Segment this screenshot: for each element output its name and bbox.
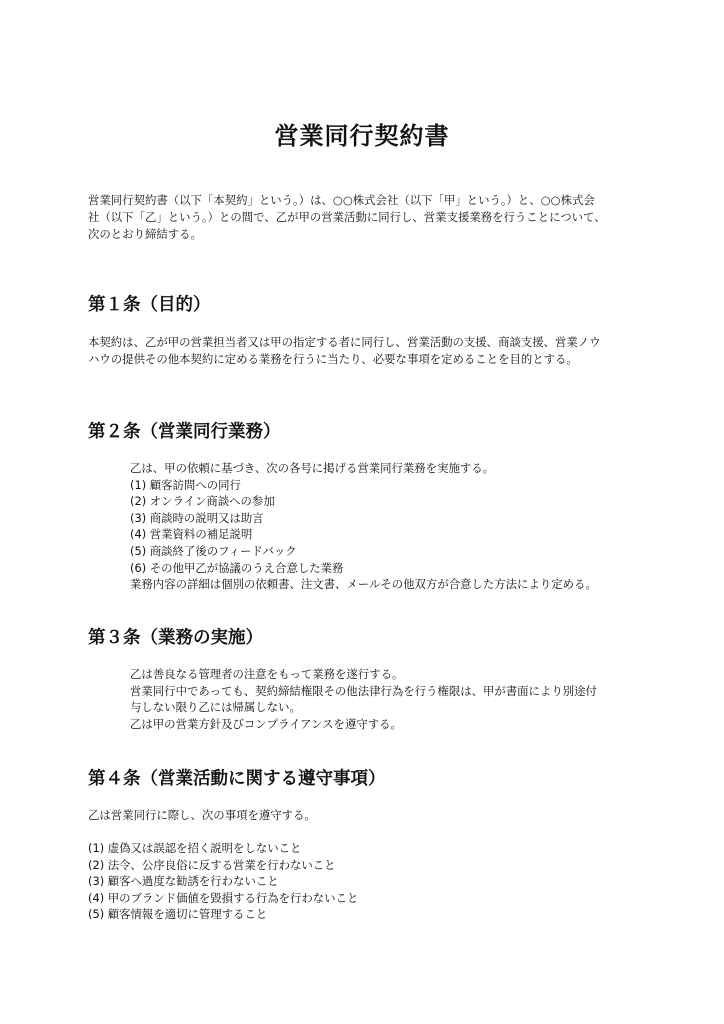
article-4-heading: 第４条（営業活動に関する遵守事項） (88, 769, 386, 789)
article-3-line: 与しない限り乙には帰属しない。 (130, 700, 301, 715)
article-4-item: (3) 顧客へ過度な勧誘を行わないこと (88, 874, 279, 889)
article-2-body (130, 460, 597, 593)
article-2-heading: 第２条（営業同行業務） (88, 422, 281, 442)
article-3-line: 営業同行中であっても、契約締結権限その他法律行為を行う権限は、甲が書面により別途付 (130, 683, 597, 698)
intro-line: 次のとおり締結する。 (88, 227, 202, 241)
article-2-item: (6) その他甲乙が協議のうえ合意した業務 (130, 560, 344, 575)
article-2-item: (4) 営業資料の補足説明 (130, 527, 253, 542)
article-2-item: (1) 顧客訪問への同行 (130, 477, 241, 492)
article-4-intro-block (88, 807, 316, 824)
article-4-intro: 乙は営業同行に際し、次の事項を遵守する。 (88, 808, 316, 822)
article-4-item: (5) 顧客情報を適切に管理すること (88, 907, 268, 922)
article-2-line: 業務内容の詳細は個別の依頼書、注文書、メールその他双方が合意した方法により定める。 (130, 577, 597, 592)
article-1-heading: 第１条（目的） (88, 295, 211, 315)
article-1-line: ハウの提供その他本契約に定める業務を行うに当たり、必要な事項を定めることを目的とする。 (88, 352, 578, 366)
article-3-line: 乙は善良なる管理者の注意をもって業務を遂行する。 (130, 667, 404, 681)
intro-line: 社（以下「乙」という。）との間で、乙が甲の営業活動に同行し、営業支援業務を行うことについて、 (88, 210, 606, 224)
article-3-line: 乙は甲の営業方針及びコンプライアンスを遵守する。 (130, 716, 402, 731)
article-4-item: (2) 法令、公序良俗に反する営業を行わないこと (88, 857, 336, 872)
article-2-item: (3) 商談時の説明又は助言 (130, 510, 264, 525)
intro-paragraph (88, 192, 648, 243)
article-2-item: (5) 商談終了後のフィードバック (130, 543, 297, 558)
article-1-line: 本契約は、乙が甲の営業担当者又は甲の指定する者に同行し、営業活動の支援、商談支援、営業ノウ (88, 335, 601, 349)
article-3-body (130, 666, 597, 732)
article-2-item: (2) オンライン商談への参加 (130, 494, 275, 509)
document-title: 営業同行契約書 (274, 122, 450, 150)
article-4-list (88, 840, 358, 923)
article-4-item: (4) 甲のブランド価値を毀損する行為を行わないこと (88, 890, 359, 905)
intro-line: 営業同行契約書（以下「本契約」という。）は、○○株式会社（以下「甲」という。）と、○○株式会 (88, 193, 595, 207)
article-4-item: (1) 虚偽又は誤認を招く説明をしないこと (88, 841, 302, 855)
article-2-line: 乙は、甲の依頼に基づき、次の各号に掲げる営業同行業務を実施する。 (130, 461, 495, 475)
article-3-heading: 第３条（業務の実施） (88, 628, 263, 648)
article-1-body (88, 334, 648, 368)
